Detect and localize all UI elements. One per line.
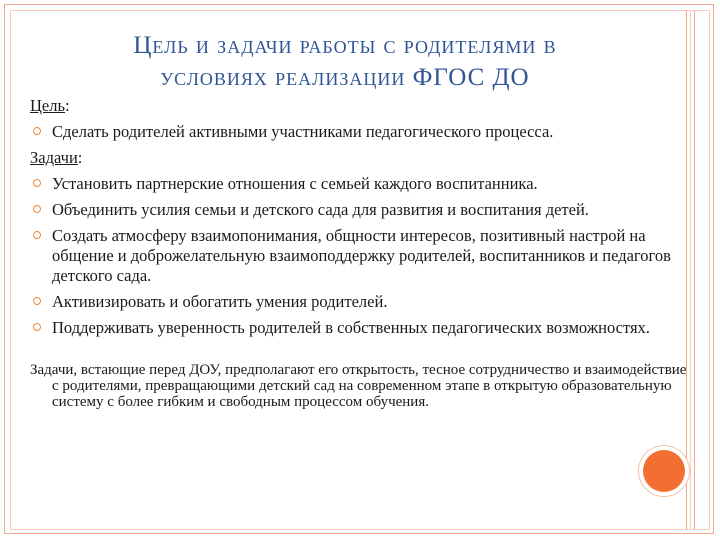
list-item [30,200,690,220]
closing-note: Задачи, встающие перед ДОУ, предполагают его открытость, тесное сотрудничество и взаимодействие с родителями, превращающими детский сад на современном этапе в открытую образовательную систему с более гибким и свободным процессом обучения. [30,362,687,410]
goal-heading [30,96,690,116]
bullet-icon [33,127,41,135]
side-rule-2 [690,10,691,530]
slide-title-line2: условиях реализации ФГОС ДО [160,64,530,91]
slide-title-line1: Цель и задачи работы с родителями в [133,32,557,59]
list-item [30,174,690,194]
side-rule-3 [694,10,695,530]
tasks-list [30,174,690,338]
task-item-text: Активизировать и обогатить умения родителей. [52,292,388,311]
goal-list [30,122,690,142]
bullet-icon [33,297,41,305]
bullet-icon [33,231,41,239]
tasks-heading [30,148,690,168]
task-item-text: Установить партнерские отношения с семьей каждого воспитанника. [52,174,538,193]
bullet-icon [33,205,41,213]
task-item-text: Объединить усилия семьи и детского сада для развития и воспитания детей. [52,200,589,219]
task-item-text: Создать атмосферу взаимопонимания, общности интересов, позитивный настрой на общение и доброжелательную взаимоподдержку родителей, воспитанников и педагогов детского сада. [52,226,671,285]
goal-label: Цель [30,96,65,115]
list-item [30,122,690,142]
goal-colon: : [65,96,70,115]
goal-item-text: Сделать родителей активными участниками педагогического процесса. [52,122,554,141]
list-item [30,318,690,338]
bullet-icon [33,179,41,187]
task-item-text: Поддерживать уверенность родителей в собственных педагогических возможностях. [52,318,650,337]
slide-title [40,30,650,94]
list-item [30,226,690,286]
tasks-label: Задачи [30,148,78,167]
orange-circle-decoration [643,450,685,492]
tasks-colon: : [77,148,83,167]
bullet-icon [33,323,41,331]
slide-content [30,96,690,410]
list-item [30,292,690,312]
